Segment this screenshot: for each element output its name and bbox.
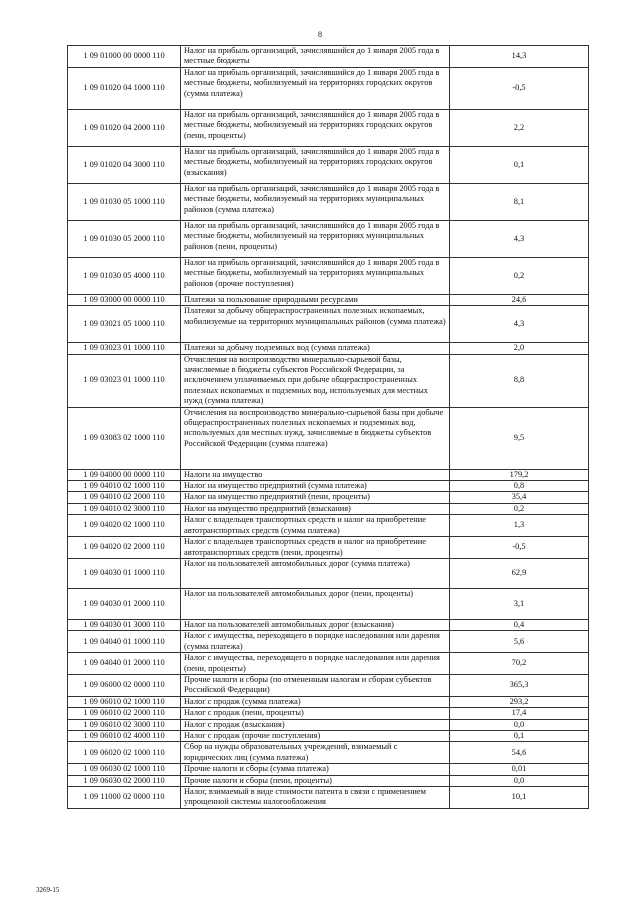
budget-code-cell: 1 09 06010 02 1000 110: [68, 696, 181, 707]
budget-code-cell: 1 09 01030 05 4000 110: [68, 257, 181, 294]
budget-code-cell: 1 09 03000 00 0000 110: [68, 294, 181, 305]
revenue-name-cell: Прочие налоги и сборы (сумма платежа): [181, 764, 450, 775]
revenue-name-cell: Платежи за добычу подземных вод (сумма платежа): [181, 343, 450, 354]
revenue-name-cell: Налог с продаж (прочие поступления): [181, 730, 450, 741]
revenue-name-cell: Платежи за пользование природными ресурсами: [181, 294, 450, 305]
revenue-name-cell: Налог на прибыль организаций, зачислявшийся до 1 января 2005 года в местные бюджеты, мобилизуемый на территориях муниципальных районов (сумма платежа): [181, 183, 450, 220]
amount-cell: 70,2: [450, 653, 589, 675]
amount-cell: 8,8: [450, 354, 589, 407]
budget-code-cell: 1 09 04010 02 3000 110: [68, 503, 181, 514]
revenue-name-cell: Прочие налоги и сборы (пени, проценты): [181, 775, 450, 786]
budget-code-cell: 1 09 06010 02 4000 110: [68, 730, 181, 741]
revenue-name-cell: Отчисления на воспроизводство минерально-сырьевой базы при добыче общераспространенных полезных ископаемых и подземных вод, используемых для местных нужд, зачисляемые в бюджеты субъектов Российской Федерации (сумма платежа): [181, 407, 450, 469]
table-row: [68, 183, 589, 220]
revenue-name-cell: Налог на прибыль организаций, зачислявшийся до 1 января 2005 года в местные бюджеты, мобилизуемый на территориях муниципальных районов (прочие поступления): [181, 257, 450, 294]
revenue-name-cell: Налог на имущество предприятий (пени, проценты): [181, 492, 450, 503]
budget-code-cell: 1 09 04010 02 2000 110: [68, 492, 181, 503]
revenue-name-cell: Налоги на имущество: [181, 469, 450, 480]
amount-cell: 0,1: [450, 146, 589, 183]
budget-code-cell: 1 09 01020 04 1000 110: [68, 67, 181, 109]
table-row: [68, 469, 589, 480]
table-row: [68, 764, 589, 775]
budget-code-cell: 1 09 04040 01 1000 110: [68, 631, 181, 653]
table-row: [68, 674, 589, 696]
table-row: [68, 407, 589, 469]
table-row: [68, 220, 589, 257]
amount-cell: 24,6: [450, 294, 589, 305]
amount-cell: 4,3: [450, 220, 589, 257]
budget-code-cell: 1 09 06020 02 1000 110: [68, 742, 181, 764]
revenue-name-cell: Налог с продаж (взыскания): [181, 719, 450, 730]
budget-code-cell: 1 09 01000 00 0000 110: [68, 46, 181, 68]
amount-cell: 9,5: [450, 407, 589, 469]
amount-cell: -0,5: [450, 537, 589, 559]
amount-cell: 8,1: [450, 183, 589, 220]
table-row: [68, 787, 589, 809]
amount-cell: 365,3: [450, 674, 589, 696]
budget-code-cell: 1 09 01020 04 2000 110: [68, 109, 181, 146]
revenue-name-cell: Налог на пользователей автомобильных дорог (взыскания): [181, 619, 450, 630]
page-number: 8: [318, 30, 322, 39]
budget-code-cell: 1 09 03083 02 1000 110: [68, 407, 181, 469]
revenue-name-cell: Налог с владельцев транспортных средств и налог на приобретение автотранспортных средств (пени, проценты): [181, 537, 450, 559]
table-row: [68, 537, 589, 559]
amount-cell: 54,6: [450, 742, 589, 764]
revenue-name-cell: Налог на пользователей автомобильных дорог (пени, проценты): [181, 588, 450, 619]
budget-revenue-table: [67, 45, 589, 809]
amount-cell: 0,4: [450, 619, 589, 630]
budget-code-cell: 1 09 06010 02 2000 110: [68, 708, 181, 719]
amount-cell: 0,1: [450, 730, 589, 741]
revenue-name-cell: Налог, взимаемый в виде стоимости патента в связи с применением упрощенной системы налогообложения: [181, 787, 450, 809]
table-row: [68, 558, 589, 588]
table-row: [68, 343, 589, 354]
table-row: [68, 719, 589, 730]
revenue-name-cell: Налог с владельцев транспортных средств и налог на приобретение автотранспортных средств (сумма платежа): [181, 515, 450, 537]
amount-cell: 3,1: [450, 588, 589, 619]
revenue-name-cell: Налог на прибыль организаций, зачислявшийся до 1 января 2005 года в местные бюджеты, мобилизуемый на территориях городских округов (взыскания): [181, 146, 450, 183]
budget-code-cell: 1 09 01030 05 1000 110: [68, 183, 181, 220]
budget-code-cell: 1 09 01030 05 2000 110: [68, 220, 181, 257]
budget-code-cell: 1 09 04040 01 2000 110: [68, 653, 181, 675]
table-row: [68, 146, 589, 183]
budget-code-cell: 1 09 11000 02 0000 110: [68, 787, 181, 809]
revenue-name-cell: Налог на имущество предприятий (сумма платежа): [181, 481, 450, 492]
budget-code-cell: 1 09 03023 01 1000 110: [68, 343, 181, 354]
table-row: [68, 481, 589, 492]
amount-cell: 0,01: [450, 764, 589, 775]
revenue-name-cell: Налог с имущества, переходящего в порядке наследования или дарения (сумма платежа): [181, 631, 450, 653]
budget-code-cell: 1 09 04000 00 0000 110: [68, 469, 181, 480]
amount-cell: 0,0: [450, 719, 589, 730]
budget-code-cell: 1 09 04010 02 1000 110: [68, 481, 181, 492]
revenue-name-cell: Налог с имущества, переходящего в порядке наследования или дарения (пени, проценты): [181, 653, 450, 675]
revenue-name-cell: Прочие налоги и сборы (по отмененным налогам и сборам субъектов Российской Федерации): [181, 674, 450, 696]
table-row: [68, 67, 589, 109]
table-row: [68, 588, 589, 619]
amount-cell: 35,4: [450, 492, 589, 503]
table-row: [68, 354, 589, 407]
amount-cell: 2,0: [450, 343, 589, 354]
budget-code-cell: 1 09 04030 01 3000 110: [68, 619, 181, 630]
budget-code-cell: 1 09 04020 02 2000 110: [68, 537, 181, 559]
table-row: [68, 708, 589, 719]
amount-cell: 2,2: [450, 109, 589, 146]
amount-cell: 0,2: [450, 257, 589, 294]
revenue-name-cell: Платежи за добычу общераспространенных полезных ископаемых, мобилизуемые на территориях муниципальных районов (сумма платежа): [181, 306, 450, 343]
amount-cell: 0,0: [450, 775, 589, 786]
budget-code-cell: 1 09 04030 01 1000 110: [68, 558, 181, 588]
table-row: [68, 742, 589, 764]
table-row: [68, 257, 589, 294]
revenue-name-cell: Налог на прибыль организаций, зачислявшийся до 1 января 2005 года в местные бюджеты, мобилизуемый на территориях городских округов (сумма платежа): [181, 67, 450, 109]
budget-code-cell: 1 09 04030 01 2000 110: [68, 588, 181, 619]
budget-code-cell: 1 09 06030 02 1000 110: [68, 764, 181, 775]
table-row: [68, 503, 589, 514]
table-row: [68, 631, 589, 653]
revenue-name-cell: Налог на прибыль организаций, зачислявшийся до 1 января 2005 года в местные бюджеты: [181, 46, 450, 68]
revenue-name-cell: Налог на прибыль организаций, зачислявшийся до 1 января 2005 года в местные бюджеты, мобилизуемый на территориях муниципальных районов (пени, проценты): [181, 220, 450, 257]
table-row: [68, 619, 589, 630]
amount-cell: 4,3: [450, 306, 589, 343]
amount-cell: 10,1: [450, 787, 589, 809]
table-row: [68, 46, 589, 68]
footer-document-code: 3269-15: [36, 886, 60, 894]
table-row: [68, 492, 589, 503]
budget-code-cell: 1 09 03023 01 1000 110: [68, 354, 181, 407]
revenue-name-cell: Отчисления на воспроизводство минерально-сырьевой базы, зачисляемые в бюджеты субъектов Российской Федерации, за исключением уплачиваемых при добыче общераспространенных полезных ископаемых и подземных вод, используемых для местных нужд (сумма платежа): [181, 354, 450, 407]
revenue-name-cell: Налог на имущество предприятий (взыскания): [181, 503, 450, 514]
budget-code-cell: 1 09 01020 04 3000 110: [68, 146, 181, 183]
revenue-name-cell: Сбор на нужды образовательных учреждений, взимаемый с юридических лиц (сумма платежа): [181, 742, 450, 764]
amount-cell: 5,6: [450, 631, 589, 653]
revenue-name-cell: Налог с продаж (пени, проценты): [181, 708, 450, 719]
revenue-name-cell: Налог на пользователей автомобильных дорог (сумма платежа): [181, 558, 450, 588]
budget-code-cell: 1 09 06030 02 2000 110: [68, 775, 181, 786]
budget-code-cell: 1 09 06000 02 0000 110: [68, 674, 181, 696]
budget-code-cell: 1 09 03021 05 1000 110: [68, 306, 181, 343]
amount-cell: 293,2: [450, 696, 589, 707]
budget-code-cell: 1 09 04020 02 1000 110: [68, 515, 181, 537]
revenue-name-cell: Налог на прибыль организаций, зачислявшийся до 1 января 2005 года в местные бюджеты, мобилизуемый на территориях городских округов (пени, проценты): [181, 109, 450, 146]
table-row: [68, 306, 589, 343]
amount-cell: 179,2: [450, 469, 589, 480]
table-row: [68, 109, 589, 146]
budget-code-cell: 1 09 06010 02 3000 110: [68, 719, 181, 730]
amount-cell: -0,5: [450, 67, 589, 109]
revenue-name-cell: Налог с продаж (сумма платежа): [181, 696, 450, 707]
amount-cell: 0,2: [450, 503, 589, 514]
table-row: [68, 515, 589, 537]
table-row: [68, 730, 589, 741]
amount-cell: 14,3: [450, 46, 589, 68]
amount-cell: 0,8: [450, 481, 589, 492]
table-row: [68, 653, 589, 675]
amount-cell: 62,9: [450, 558, 589, 588]
table-row: [68, 696, 589, 707]
table-row: [68, 775, 589, 786]
table-row: [68, 294, 589, 305]
amount-cell: 17,4: [450, 708, 589, 719]
amount-cell: 1,3: [450, 515, 589, 537]
